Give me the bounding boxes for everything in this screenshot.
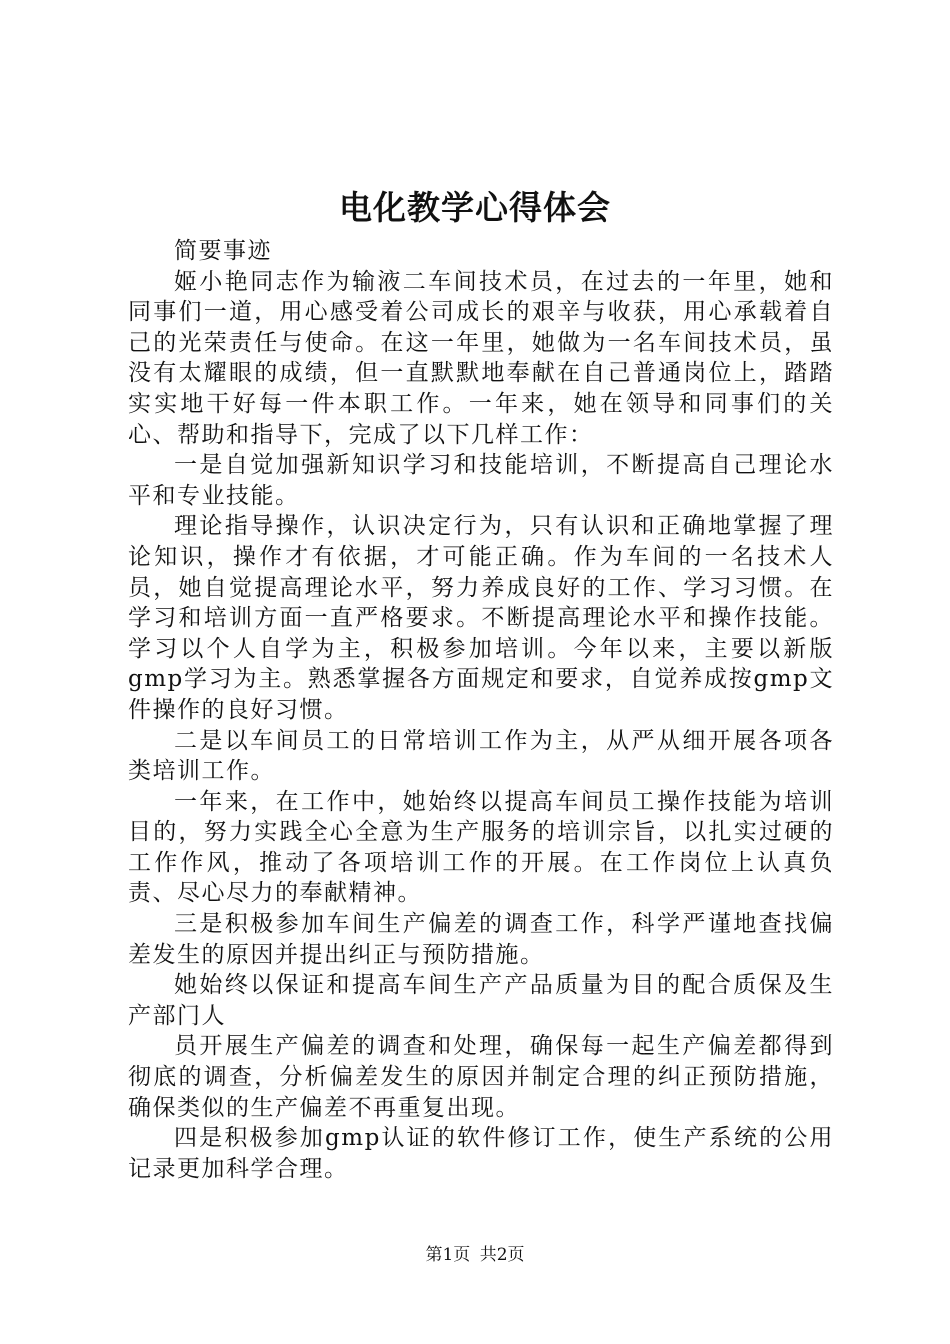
paragraph-point-three-detail-b: 员开展生产偏差的调查和处理，确保每一起生产偏差都得到彻底的调查，分析偏差发生的原因并制定合理的纠正预防措施，确保类似的生产偏差不再重复出现。 [128, 1033, 834, 1121]
document-body [128, 236, 834, 1184]
paragraph-point-two-detail: 一年来，在工作中，她始终以提高车间员工操作技能为培训目的，努力实践全心全意为生产服务的培训宗旨，以扎实过硬的工作作风，推动了各项培训工作的开展。在工作岗位上认真负责、尽心尽力的奉献精神。 [128, 788, 834, 907]
paragraph-point-one: 一是自觉加强新知识学习和技能培训，不断提高自己理论水平和专业技能。 [128, 452, 834, 509]
paragraph-point-three: 三是积极参加车间生产偏差的调查工作，科学严谨地查找偏差发生的原因并提出纠正与预防措施。 [128, 911, 834, 968]
page-number: 第1页 [425, 1245, 471, 1265]
paragraph-point-four: 四是积极参加gmp认证的软件修订工作，使生产系统的公用记录更加科学合理。 [128, 1125, 834, 1182]
paragraph-point-two: 二是以车间员工的日常培训工作为主，从严从细开展各项各类培训工作。 [128, 727, 834, 785]
paragraph-summary-heading: 简要事迹 [174, 238, 272, 264]
paragraph-intro: 姬小艳同志作为输液二车间技术员，在过去的一年里，她和同事们一道，用心感受着公司成长的艰辛与收获，用心承载着自己的光荣责任与使命。在这一年里，她做为一名车间技术员，虽没有太耀眼的成绩，但一直默默地奉献在自己普通岗位上，踏踏实实地干好每一件本职工作。一年来，她在领导和同事们的关心、帮助和指导下，完成了以下几样工作： [128, 268, 834, 448]
paragraph-point-three-detail-a: 她始终以保证和提高车间生产产品质量为目的配合质保及生产部门人 [128, 972, 834, 1029]
paragraph-point-one-detail: 理论指导操作，认识决定行为，只有认识和正确地掌握了理论知识，操作才有依据，才可能正确。作为车间的一名技术人员，她自觉提高理论水平，努力养成良好的工作、学习习惯。在学习和培训方面一直严格要求。不断提高理论水平和操作技能。学习以个人自学为主，积极参加培训。今年以来，主要以新版gmp学习为主。熟悉掌握各方面规定和要求，自觉养成按gmp文件操作的良好习惯。 [128, 513, 834, 723]
document-title: 电化教学心得体会 [339, 188, 611, 227]
page-footer [0, 1243, 950, 1267]
page-total: 共2页 [479, 1245, 525, 1265]
